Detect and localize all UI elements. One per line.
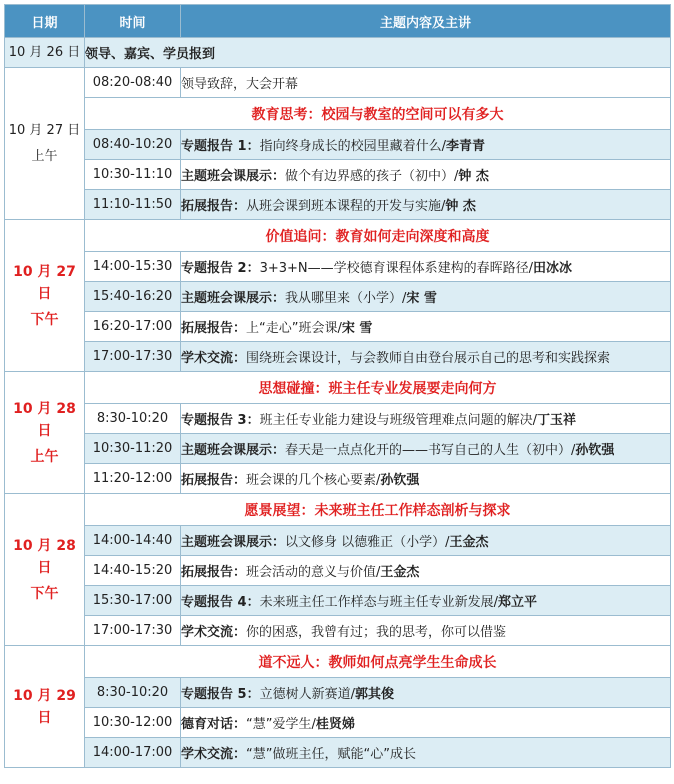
date-cell: [5, 38, 85, 68]
session-row: [5, 678, 671, 708]
session-time: 14:40-15:20: [85, 556, 181, 586]
session-type-label: 专题报告 2：: [181, 261, 260, 276]
date-label: 10 月 27 日: [8, 122, 81, 138]
session-topic: [181, 526, 671, 556]
session-row: [5, 526, 671, 556]
session-row: [5, 556, 671, 586]
session-time: 10:30-11:10: [85, 160, 181, 190]
session-row: [5, 68, 671, 98]
session-time: 14:00-15:30: [85, 252, 181, 282]
schedule-table: [4, 4, 671, 768]
session-type-label: 主题班会课展示：: [181, 169, 286, 184]
session-topic: [181, 342, 671, 372]
speaker-name: 桂贤娣: [315, 717, 355, 732]
session-title: 未来班主任工作样态与班主任专业新发展/: [259, 595, 498, 610]
date-cell: [5, 646, 85, 768]
session-type-label: 专题报告 5：: [181, 687, 260, 702]
session-time: 17:00-17:30: [85, 616, 181, 646]
session-time: 14:00-17:00: [85, 738, 181, 768]
speaker-name: 李青青: [445, 139, 485, 154]
speaker-name: 丁玉祥: [536, 413, 576, 428]
session-row: [5, 434, 671, 464]
session-topic: [181, 708, 671, 738]
theme-row: [5, 98, 671, 130]
header-date: 日期: [5, 5, 85, 38]
session-topic: [181, 404, 671, 434]
theme-title: 愿景展望：未来班主任工作样态剖析与探求: [85, 494, 671, 526]
session-type-label: 拓展报告：: [181, 565, 247, 580]
session-row: [5, 252, 671, 282]
session-time: 14:00-14:40: [85, 526, 181, 556]
session-type-label: 主题班会课展示：: [181, 291, 286, 306]
speaker-name: 田冰冰: [533, 261, 573, 276]
speaker-name: 孙钦强: [380, 473, 420, 488]
session-title: “慧”做班主任，赋能“心”成长: [246, 747, 416, 762]
session-topic: [181, 130, 671, 160]
speaker-name: 郑立平: [497, 595, 537, 610]
session-title: 上“走心”班会课/: [246, 321, 342, 336]
date-cell: [5, 372, 85, 494]
session-type-label: 主题班会课展示：: [181, 535, 286, 550]
session-topic: [181, 190, 671, 220]
session-type-label: 专题报告 4：: [181, 595, 260, 610]
theme-title: 思想碰撞：班主任专业发展要走向何方: [85, 372, 671, 404]
session-type-label: 拓展报告：: [181, 321, 247, 336]
session-title: 围绕班会课设计，与会教师自由登台展示自己的思考和实践探索: [246, 351, 611, 366]
speaker-name: 钟 杰: [458, 169, 489, 184]
session-time: 10:30-12:00: [85, 708, 181, 738]
session-row: [5, 130, 671, 160]
session-row: [5, 738, 671, 768]
speaker-name: 郭其俊: [354, 687, 394, 702]
session-title: “慧”爱学生/: [246, 717, 316, 732]
speaker-name: 钟 杰: [445, 199, 476, 214]
header-topic: 主题内容及主讲: [181, 5, 671, 38]
theme-row: [5, 646, 671, 678]
date-label: 10 月 29 日: [13, 687, 76, 726]
session-time: 11:20-12:00: [85, 464, 181, 494]
session-title: 立德树人新赛道/: [259, 687, 355, 702]
session-type-label: 拓展报告：: [181, 473, 247, 488]
date-cell: [5, 494, 85, 646]
session-row: [5, 464, 671, 494]
theme-row: [5, 220, 671, 252]
session-topic: [181, 160, 671, 190]
session-row: [5, 282, 671, 312]
session-type-label: 主题班会课展示：: [181, 443, 286, 458]
session-topic: [181, 738, 671, 768]
session-time: 8:30-10:20: [85, 678, 181, 708]
date-label: 10 月 26 日: [8, 44, 81, 60]
session-type-label: 专题报告 1：: [181, 139, 260, 154]
theme-title: 教育思考：校园与教室的空间可以有多大: [85, 98, 671, 130]
session-type-label: 拓展报告：: [181, 199, 247, 214]
session-title: 以文修身 以德雅正（小学）/: [285, 535, 450, 550]
session-topic: [181, 312, 671, 342]
session-title: 班主任专业能力建设与班级管理难点问题的解决/: [259, 413, 537, 428]
session-type-label: 学术交流：: [181, 747, 247, 762]
session-title: 春天是一点点化开的——书写自己的人生（初中）/: [285, 443, 576, 458]
session-title: 班会活动的意义与价值/: [246, 565, 381, 580]
session-type-label: 学术交流：: [181, 625, 247, 640]
theme-row: [5, 372, 671, 404]
speaker-name: 宋 雪: [341, 321, 373, 336]
session-title: 3+3+N——学校德育课程体系建构的春晖路径/: [259, 261, 534, 276]
session-row: [5, 312, 671, 342]
date-label: 10 月 27 日: [13, 263, 76, 302]
session-topic: [181, 464, 671, 494]
session-time: 16:20-17:00: [85, 312, 181, 342]
session-label: 下午: [30, 585, 59, 602]
arrival-text: 领导、嘉宾、学员报到: [85, 38, 671, 68]
session-title: 班会课的几个核心要素/: [246, 473, 381, 488]
session-time: 8:30-10:20: [85, 404, 181, 434]
session-type-label: 德育对话：: [181, 717, 247, 732]
session-row: [5, 586, 671, 616]
speaker-name: 宋 雪: [406, 291, 437, 306]
session-time: 15:30-17:00: [85, 586, 181, 616]
session-type-label: 学术交流：: [181, 351, 247, 366]
session-label: 上午: [30, 448, 59, 465]
session-title: 指向终身成长的校园里藏着什么/: [259, 139, 446, 154]
speaker-name: 王金杰: [449, 535, 489, 550]
session-time: 11:10-11:50: [85, 190, 181, 220]
speaker-name: 孙钦强: [575, 443, 615, 458]
date-cell: [5, 68, 85, 220]
session-time: 10:30-11:20: [85, 434, 181, 464]
session-label: 下午: [30, 311, 59, 328]
session-topic: [181, 282, 671, 312]
session-row: [5, 404, 671, 434]
session-topic: [181, 434, 671, 464]
session-time: 15:40-16:20: [85, 282, 181, 312]
session-time: 08:20-08:40: [85, 68, 181, 98]
theme-title: 价值追问：教育如何走向深度和高度: [85, 220, 671, 252]
session-topic: [181, 616, 671, 646]
session-title: 从班会课到班本课程的开发与实施/: [246, 199, 446, 214]
session-topic: [181, 678, 671, 708]
schedule-body: [5, 38, 671, 768]
header-row: [5, 5, 671, 38]
session-time: 17:00-17:30: [85, 342, 181, 372]
speaker-name: 王金杰: [380, 565, 420, 580]
date-label: 10 月 28 日: [13, 400, 76, 439]
session-topic: [181, 556, 671, 586]
session-title: 你的困惑，我曾有过；我的思考，你可以借鉴: [246, 625, 507, 640]
session-topic: [181, 586, 671, 616]
theme-row: [5, 494, 671, 526]
date-label: 10 月 28 日: [13, 537, 76, 576]
session-time: 08:40-10:20: [85, 130, 181, 160]
session-type-label: 专题报告 3：: [181, 413, 260, 428]
session-topic: [181, 68, 671, 98]
session-title: 领导致辞，大会开幕: [181, 77, 299, 92]
session-row: [5, 708, 671, 738]
session-title: 做个有边界感的孩子（初中）/: [285, 169, 459, 184]
session-row: [5, 342, 671, 372]
session-row: [5, 190, 671, 220]
arrival-row: [5, 38, 671, 68]
session-row: [5, 616, 671, 646]
session-topic: [181, 252, 671, 282]
session-title: 我从哪里来（小学）/: [285, 291, 407, 306]
theme-title: 道不远人：教师如何点亮学生生命成长: [85, 646, 671, 678]
session-label: 上午: [31, 148, 58, 164]
session-row: [5, 160, 671, 190]
header-time: 时间: [85, 5, 181, 38]
date-cell: [5, 220, 85, 372]
